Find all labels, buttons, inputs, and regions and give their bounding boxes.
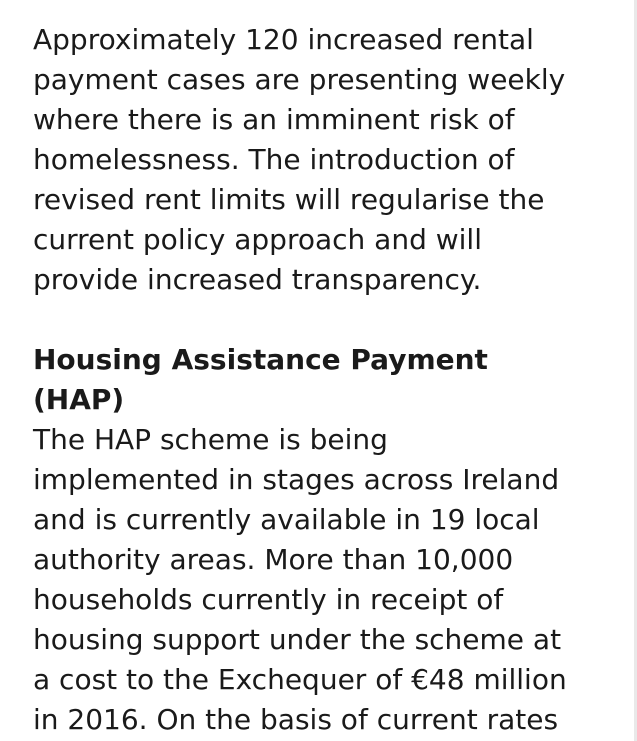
text-line: revised rent limits will regularise the [33, 183, 545, 216]
section-heading-hap [33, 340, 633, 420]
heading-line: Housing Assistance Payment [33, 343, 488, 376]
text-line: where there is an imminent risk of [33, 103, 515, 136]
text-line: Approximately 120 increased rental [33, 23, 534, 56]
text-line: provide increased transparency. [33, 263, 482, 296]
text-line: authority areas. More than 10,000 [33, 543, 514, 576]
text-line: current policy approach and will [33, 223, 482, 256]
text-line: implemented in stages across Ireland [33, 463, 560, 496]
document-body [33, 20, 633, 740]
text-line: a cost to the Exchequer of €48 million [33, 663, 567, 696]
heading-line: (HAP) [33, 383, 125, 416]
text-line: The HAP scheme is being [33, 423, 388, 456]
text-line: and is currently available in 19 local [33, 503, 540, 536]
text-line: households currently in receipt of [33, 583, 504, 616]
paragraph-rental-payment-cases [33, 20, 633, 300]
text-line: payment cases are presenting weekly [33, 63, 566, 96]
text-line: homelessness. The introduction of [33, 143, 515, 176]
paragraph-hap-scheme [33, 420, 633, 740]
text-line: in 2016. On the basis of current rates [33, 703, 559, 736]
text-line: housing support under the scheme at [33, 623, 562, 656]
